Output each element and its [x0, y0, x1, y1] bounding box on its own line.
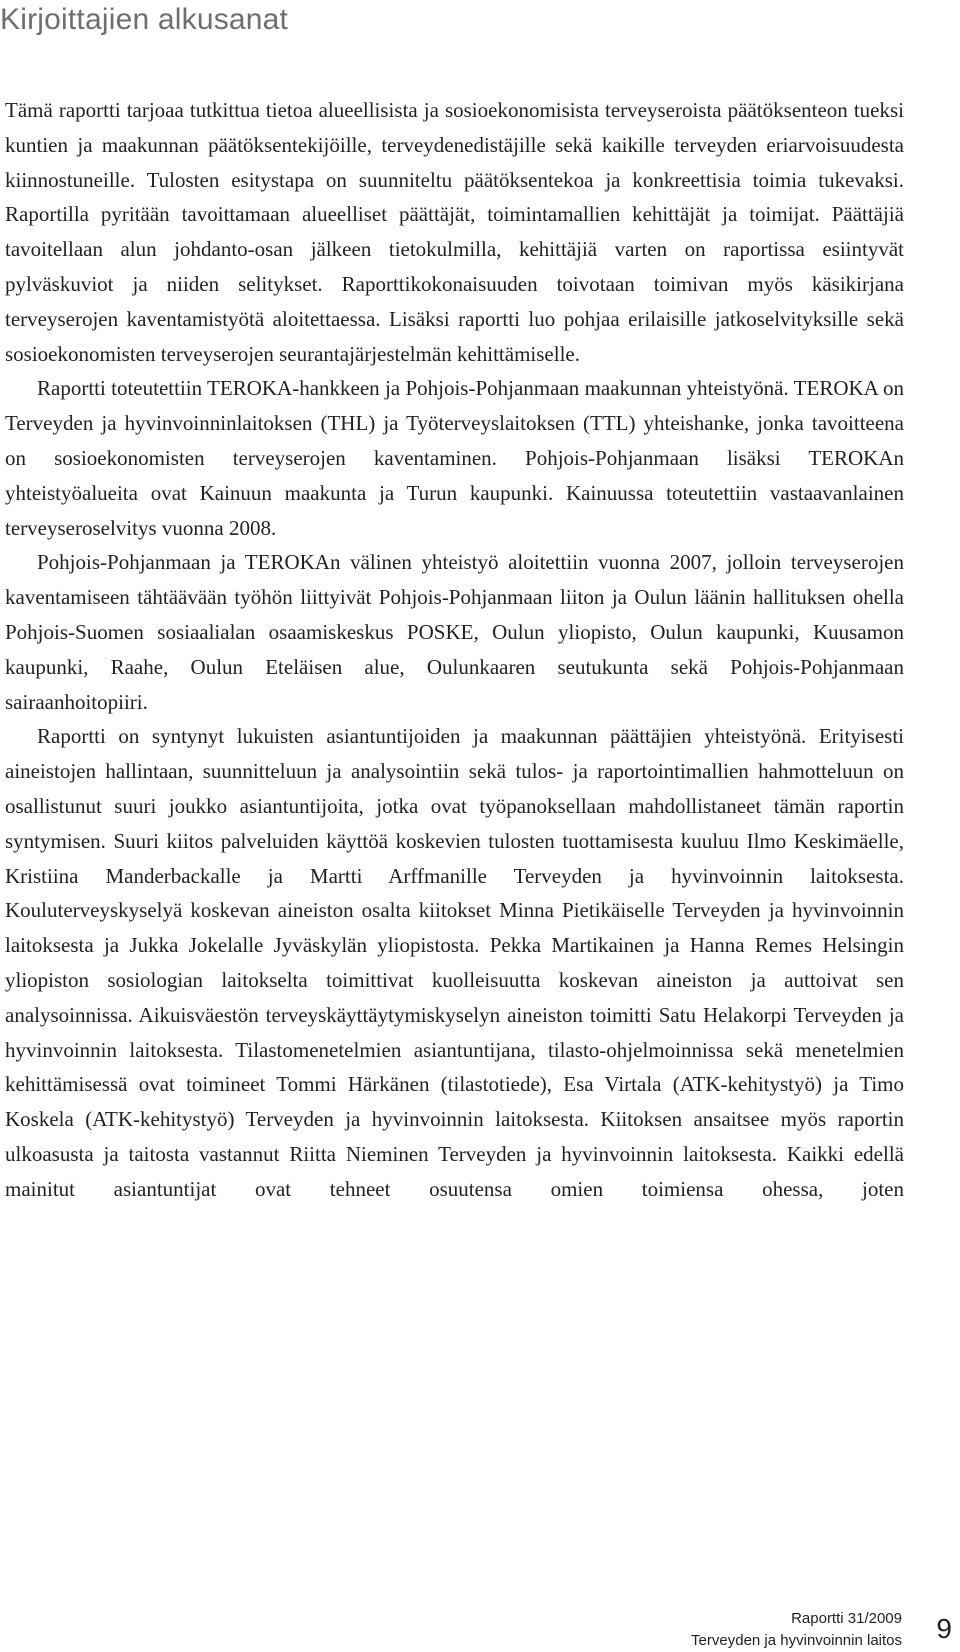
page-number: 9 [936, 1613, 952, 1644]
footer-report-id: Raportti 31/2009 [791, 1610, 902, 1627]
page-footer [691, 1608, 902, 1652]
page-title: Kirjoittajien alkusanat [0, 3, 289, 36]
footer-publisher: Terveyden ja hyvinvoinnin laitos [691, 1632, 902, 1649]
paragraph-cooperation: Pohjois-Pohjanmaan ja TEROKAn välinen yhteistyö aloitettiin vuonna 2007, jolloin terveyserojen kaventamiseen tähtäävään työhön liittyivät Pohjois-Pohjanmaan liiton ja Oulun läänin hallituksen ohella Pohjois-Suomen sosiaalialan osaamiskeskus POSKE, Oulun yliopisto, Oulun kaupunki, Kuusamon kaupunki, Raahe, Oulun Eteläisen alue, Oulunkaaren seutukunta sekä Pohjois-Pohjanmaan sairaanhoitopiiri. [5, 550, 904, 714]
paragraph-intro: Tämä raportti tarjoaa tutkittua tietoa alueellisista ja sosioekonomisista terveyseroista päätöksenteon tueksi kuntien ja maakunnan päätöksentekijöille, terveydenedistäjille sekä kaikille terveyden eriarvoisuudesta kiinnostuneille. Tulosten esitystapa on suunniteltu päätöksentekoa ja konkreettisia toimia tukevaksi. Raportilla pyritään tavoittamaan alueelliset päättäjät, toimintamallien kehittäjät ja toimijat. Päättäjiä tavoitellaan alun johdanto-osan jälkeen tietokulmilla, kehittäjiä varten on raportissa esiintyvät pylväskuviot ja niiden selitykset. Raporttikokonaisuuden toivotaan toimivan myös käsikirjana terveyserojen kaventamistyötä aloitettaessa. Lisäksi raportti luo pohjaa erilaisille jatkoselvityksille sekä sosioekonomisten terveyserojen seurantajärjestelmän kehittämiselle. [5, 98, 904, 366]
paragraph-teroka: Raportti toteutettiin TEROKA-hankkeen ja Pohjois-Pohjanmaan maakunnan yhteistyönä. TEROKA on Terveyden ja hyvinvoinninlaitoksen (THL) ja Työterveyslaitoksen (TTL) yhteishanke, jonka tavoitteena on sosioekonomisten terveyserojen kaventaminen. Pohjois-Pohjanmaan lisäksi TEROKAn yhteistyöalueita ovat Kainuun maakunta ja Turun kaupunki. Kainuussa toteutettiin vastaavanlainen terveyseroselvitys vuonna 2008. [5, 376, 904, 540]
body-text [5, 93, 904, 1207]
paragraph-acknowledgements: Raportti on syntynyt lukuisten asiantuntijoiden ja maakunnan päättäjien yhteistyönä. Erityisesti aineistojen hallintaan, suunnitteluun ja analysointiin sekä tulos- ja raportointimallien hahmotteluun on osallistunut suuri joukko asiantuntijoita, jotka ovat työpanoksellaan mahdollistaneet tämän raportin syntymisen. Suuri kiitos palveluiden käyttöä koskevien tulosten tuottamisesta kuuluu Ilmo Keskimäelle, Kristiina Manderbackalle ja Martti Arffmanille Terveyden ja hyvinvoinnin laitoksesta. Kouluterveyskyselyä koskevan aineiston osalta kiitokset Minna Pietikäiselle Terveyden ja hyvinvoinnin laitoksesta ja Jukka Jokelalle Jyväskylän yliopistosta. Pekka Martikainen ja Hanna Remes Helsingin yliopiston sosiologian laitokselta toimittivat kuolleisuutta koskevan aineiston ja auttoivat sen analysoinnissa. Aikuisväestön terveyskäyttäytymiskyselyn aineiston toimitti Satu Helakorpi Terveyden ja hyvinvoinnin laitoksesta. Tilastomenetelmien asiantuntijana, tilasto-ohjelmoinnissa sekä menetelmien kehittämisessä ovat toimineet Tommi Härkänen (tilastotiede), Esa Virtala (ATK-kehitystyö) ja Timo Koskela (ATK-kehitystyö) Terveyden ja hyvinvoinnin laitoksesta. Kiitoksen ansaitsee myös raportin ulkoasusta ja taitosta vastannut Riitta Nieminen Terveyden ja hyvinvoinnin laitoksesta. Kaikki edellä mainitut asiantuntijat ovat tehneet osuutensa omien toimiensa ohessa, joten [5, 724, 904, 1201]
